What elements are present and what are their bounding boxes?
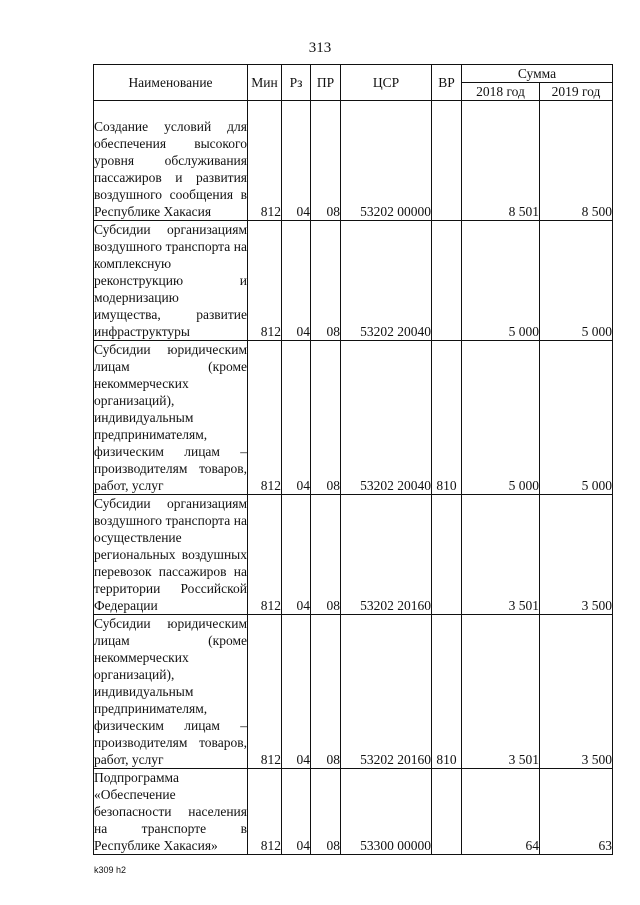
row-sum-2018: 3 501 xyxy=(462,495,540,615)
row-min: 812 xyxy=(248,495,282,615)
row-pr: 08 xyxy=(311,101,341,221)
row-sum-2019: 3 500 xyxy=(540,495,613,615)
table-header xyxy=(94,65,613,101)
row-rz: 04 xyxy=(282,221,311,341)
row-name: Субсидии юридическим лицам (кроме некоммерческих организаций), индивидуальным предпринимателям, физическим лицам – производителям товаров, работ, услуг xyxy=(94,616,247,767)
footer-code: k309 h2 xyxy=(94,865,127,875)
row-rz: 04 xyxy=(282,615,311,769)
row-sum-2018: 5 000 xyxy=(462,341,540,495)
row-name: Создание условий для обеспечения высокого уровня обслуживания пассажиров и развития воздушного сообщения в Республике Хакасия xyxy=(94,101,248,221)
row-pr: 08 xyxy=(311,341,341,495)
row-sum-2018: 5 000 xyxy=(462,221,540,341)
row-vr xyxy=(432,495,462,615)
row-rz: 04 xyxy=(282,101,311,221)
row-rz: 04 xyxy=(282,769,311,855)
row-sum-2019: 8 500 xyxy=(540,101,613,221)
table-row xyxy=(94,615,613,769)
row-sum-2019: 63 xyxy=(540,769,613,855)
row-name: Субсидии юридическим лицам (кроме некоммерческих организаций), индивидуальным предпринимателям, физическим лицам – производителям товаров, работ, услуг xyxy=(94,342,247,493)
row-sum-2019: 5 000 xyxy=(540,221,613,341)
table-row xyxy=(94,221,613,341)
row-min: 812 xyxy=(248,221,282,341)
table-row xyxy=(94,769,613,855)
row-csr: 53202 20040 xyxy=(341,221,432,341)
header-min: Мин xyxy=(248,65,282,101)
row-pr: 08 xyxy=(311,221,341,341)
header-csr: ЦСР xyxy=(341,65,432,101)
header-name: Наименование xyxy=(94,65,248,101)
row-csr: 53202 20040 xyxy=(341,341,432,495)
row-sum-2019: 3 500 xyxy=(540,615,613,769)
row-sum-2018: 8 501 xyxy=(462,101,540,221)
row-csr: 53202 20160 xyxy=(341,615,432,769)
budget-table xyxy=(93,64,613,855)
page-number: 313 xyxy=(308,40,332,56)
row-pr: 08 xyxy=(311,615,341,769)
row-min: 812 xyxy=(248,101,282,221)
row-vr: 810 xyxy=(432,615,462,769)
row-pr: 08 xyxy=(311,495,341,615)
header-sum: Сумма xyxy=(462,65,613,83)
row-vr xyxy=(432,101,462,221)
header-pr: ПР xyxy=(311,65,341,101)
table-row xyxy=(94,101,613,221)
header-rz: Рз xyxy=(282,65,311,101)
row-csr: 53300 00000 xyxy=(341,769,432,855)
row-rz: 04 xyxy=(282,495,311,615)
row-name: Субсидии организациям воздушного транспорта на комплексную реконструкцию и модернизацию имущества, развитие инфраструктуры xyxy=(94,222,247,339)
row-min: 812 xyxy=(248,341,282,495)
table-row xyxy=(94,341,613,495)
row-name: Субсидии организациям воздушного транспорта на осуществление региональных воздушных перевозок пассажиров на территории Российской Федерации xyxy=(94,496,247,613)
row-name: Подпрограмма «Обеспечение безопасности населения на транспорте в Республике Хакасия» xyxy=(94,770,247,853)
row-pr: 08 xyxy=(311,769,341,855)
row-vr: 810 xyxy=(432,341,462,495)
row-vr xyxy=(432,769,462,855)
row-csr: 53202 20160 xyxy=(341,495,432,615)
row-min: 812 xyxy=(248,615,282,769)
row-sum-2019: 5 000 xyxy=(540,341,613,495)
row-sum-2018: 3 501 xyxy=(462,615,540,769)
row-sum-2018: 64 xyxy=(462,769,540,855)
row-min: 812 xyxy=(248,769,282,855)
table-body xyxy=(94,101,613,855)
row-rz: 04 xyxy=(282,341,311,495)
row-csr: 53202 00000 xyxy=(341,101,432,221)
header-vr: ВР xyxy=(432,65,462,101)
row-vr xyxy=(432,221,462,341)
header-year-2019: 2019 год xyxy=(540,83,613,101)
header-year-2018: 2018 год xyxy=(462,83,540,101)
table-row xyxy=(94,495,613,615)
